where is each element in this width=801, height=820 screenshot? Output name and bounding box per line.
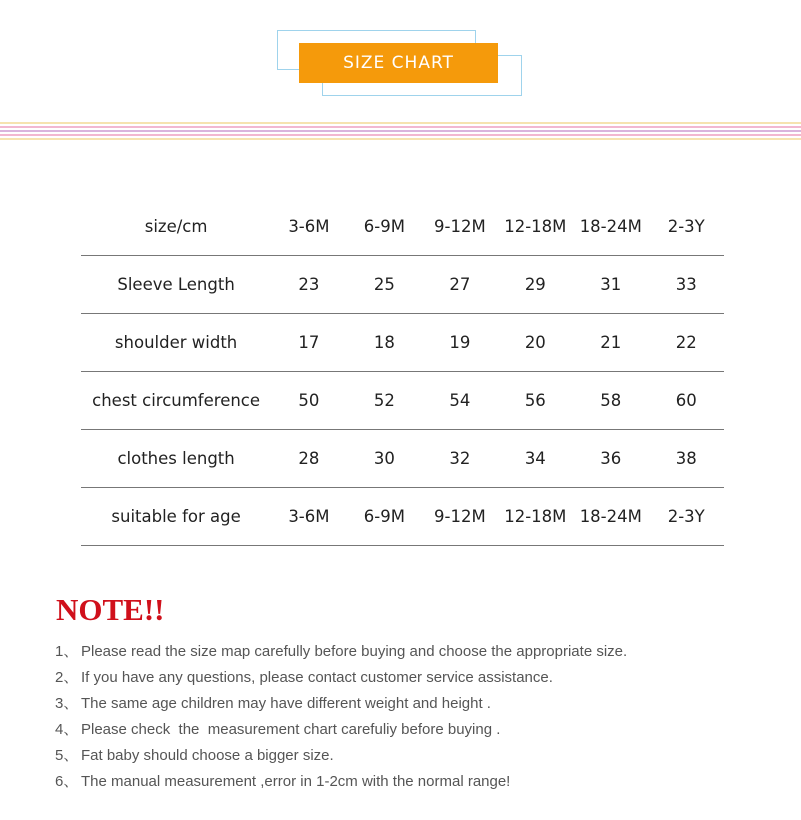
row-label: suitable for age xyxy=(81,488,271,546)
size-chart-title: SIZE CHART xyxy=(299,43,498,83)
header-cell: 12-18M xyxy=(498,198,573,256)
table-cell: 31 xyxy=(573,256,648,314)
table-cell: 50 xyxy=(271,372,346,430)
table-cell: 28 xyxy=(271,430,346,488)
header-cell: 18-24M xyxy=(573,198,648,256)
note-number: 4、 xyxy=(55,721,79,738)
size-table xyxy=(81,198,724,546)
table-cell: 19 xyxy=(422,314,497,372)
table-cell: 29 xyxy=(498,256,573,314)
header-cell: 9-12M xyxy=(422,198,497,256)
stripe xyxy=(0,126,801,128)
list-item xyxy=(55,692,627,718)
table-cell: 52 xyxy=(347,372,422,430)
table-cell: 54 xyxy=(422,372,497,430)
stripe xyxy=(0,134,801,136)
table-cell: 32 xyxy=(422,430,497,488)
note-text: Fat baby should choose a bigger size. xyxy=(81,747,334,764)
note-number: 1、 xyxy=(55,643,79,660)
table-cell: 30 xyxy=(347,430,422,488)
table-cell: 9-12M xyxy=(422,488,497,546)
note-number: 6、 xyxy=(55,773,79,790)
table-row xyxy=(81,430,724,488)
stripe xyxy=(0,130,801,132)
table-cell: 58 xyxy=(573,372,648,430)
header-cell: 2-3Y xyxy=(649,198,724,256)
table-cell: 34 xyxy=(498,430,573,488)
row-label: Sleeve Length xyxy=(81,256,271,314)
table-cell: 18 xyxy=(347,314,422,372)
table-header-row xyxy=(81,198,724,256)
header-cell: size/cm xyxy=(81,198,271,256)
list-item xyxy=(55,718,627,744)
list-item xyxy=(55,744,627,770)
table-row xyxy=(81,256,724,314)
table-cell: 12-18M xyxy=(498,488,573,546)
table-cell: 25 xyxy=(347,256,422,314)
note-text: Please check the measurement chart carefuliy before buying . xyxy=(81,721,501,738)
table-cell: 23 xyxy=(271,256,346,314)
note-text: The manual measurement ,error in 1-2cm with the normal range! xyxy=(81,773,511,790)
table-cell: 60 xyxy=(649,372,724,430)
table-cell: 38 xyxy=(649,430,724,488)
stripe xyxy=(0,138,801,140)
header-cell: 6-9M xyxy=(347,198,422,256)
table-cell: 21 xyxy=(573,314,648,372)
table-row xyxy=(81,372,724,430)
table-cell: 6-9M xyxy=(347,488,422,546)
table-cell: 27 xyxy=(422,256,497,314)
stripe xyxy=(0,122,801,124)
table-row xyxy=(81,314,724,372)
note-title: NOTE!! xyxy=(56,592,165,627)
note-number: 3、 xyxy=(55,695,79,712)
row-label: chest circumference xyxy=(81,372,271,430)
table-cell: 36 xyxy=(573,430,648,488)
list-item xyxy=(55,666,627,692)
list-item xyxy=(55,770,627,796)
note-text: The same age children may have different weight and height . xyxy=(81,695,491,712)
table-cell: 20 xyxy=(498,314,573,372)
row-label: clothes length xyxy=(81,430,271,488)
row-label: shoulder width xyxy=(81,314,271,372)
size-chart-header xyxy=(0,0,801,140)
note-text: If you have any questions, please contact customer service assistance. xyxy=(81,669,553,686)
note-number: 5、 xyxy=(55,747,79,764)
table-cell: 22 xyxy=(649,314,724,372)
table-cell: 3-6M xyxy=(271,488,346,546)
table-cell: 33 xyxy=(649,256,724,314)
table-cell: 56 xyxy=(498,372,573,430)
header-cell: 3-6M xyxy=(271,198,346,256)
table-cell: 18-24M xyxy=(573,488,648,546)
note-number: 2、 xyxy=(55,669,79,686)
list-item xyxy=(55,640,627,666)
note-list xyxy=(55,640,627,796)
note-text: Please read the size map carefully before buying and choose the appropriate size. xyxy=(81,643,628,660)
decorative-stripes xyxy=(0,122,801,142)
table-cell: 2-3Y xyxy=(649,488,724,546)
table-cell: 17 xyxy=(271,314,346,372)
table-row xyxy=(81,488,724,546)
